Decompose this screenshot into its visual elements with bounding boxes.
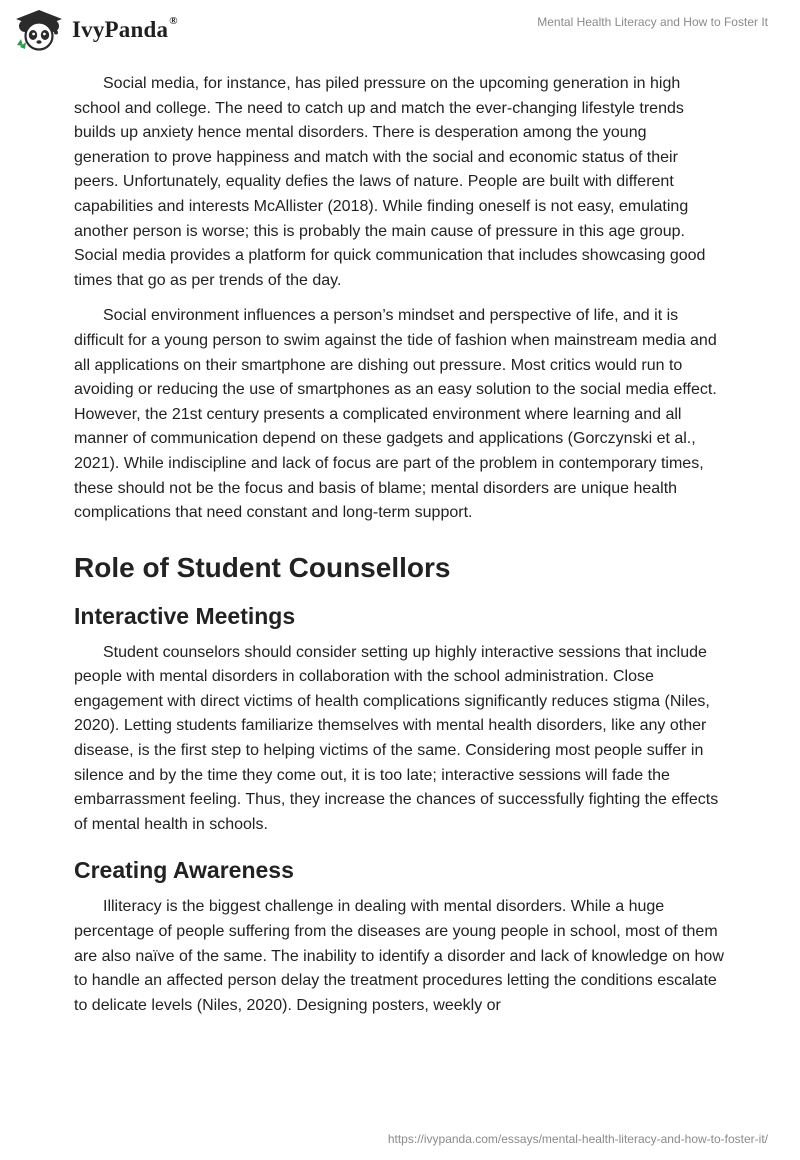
document-title: Mental Health Literacy and How to Foster It bbox=[537, 15, 768, 29]
section-heading: Role of Student Counsellors bbox=[74, 551, 451, 583]
registered-mark: ® bbox=[169, 15, 178, 28]
page-header bbox=[0, 0, 800, 60]
ivypanda-logo[interactable] bbox=[14, 9, 178, 51]
paragraph: Social media, for instance, has piled pressure on the upcoming generation in high school and college. The need to catch up and match the ever-changing lifestyle trends builds up anxiety hence mental disorders. There is desperation among the young generation to prove happiness and match with the social and economic status of their peers. Unfortunately, equality defies the laws of nature. People are built with different capabilities and interests McAllister (2018). While finding oneself is not easy, emulating another person is worse; this is probably the main cause of pressure in this age group. Social media provides a platform for quick communication that includes showcasing good times that go as per trends of the day. bbox=[74, 75, 706, 289]
brand-name: IvyPanda® bbox=[72, 15, 178, 42]
article-body bbox=[74, 72, 724, 1029]
paragraph: Illiteracy is the biggest challenge in dealing with mental disorders. While a huge percentage of people suffering from the diseases are young people in school, most of them are also naïve of the same. The inability to identify a disorder and lack of knowledge on how to handle an affected person delay the treatment procedures letting the conditions escalate to delicate levels (Niles, 2020). Designing posters, weekly or bbox=[74, 898, 724, 1014]
panda-graduation-cap-icon bbox=[14, 9, 64, 51]
source-url[interactable]: https://ivypanda.com/essays/mental-health-literacy-and-how-to-foster-it/ bbox=[387, 1132, 768, 1146]
paragraph: Student counselors should consider setting up highly interactive sessions that include people with mental disorders in collaboration with the school administration. Close engagement with direct victims of health complications significantly reduces stigma (Niles, 2020). Letting students familiarize themselves with mental health disorders, like any other disease, is the first step to helping victims of the same. Considering most people suffer in silence and by the time they come out, it is too late; interactive sessions will fade the embarrassment feeling. Thus, they increase the chances of successfully fighting the effects of mental health in schools. bbox=[74, 643, 719, 833]
paragraph: Social environment influences a person’s mindset and perspective of life, and it is difficult for a young person to swim against the tide of fashion when mainstream media and all applications on their smartphone are dishing out pressure. Most critics would run to avoiding or reducing the use of smartphones as an easy solution to the social media effect. However, the 21st century presents a complicated environment where learning and all manner of communication depend on these gadgets and applications (Gorczynski et al., 2021). While indiscipline and lack of focus are part of the problem in contemporary times, these should not be the focus and basis of blame; mental disorders are unique health complications that need constant and long-term support. bbox=[74, 307, 717, 522]
subsection-heading: Creating Awareness bbox=[74, 857, 294, 884]
subsection-heading: Interactive Meetings bbox=[74, 602, 296, 629]
